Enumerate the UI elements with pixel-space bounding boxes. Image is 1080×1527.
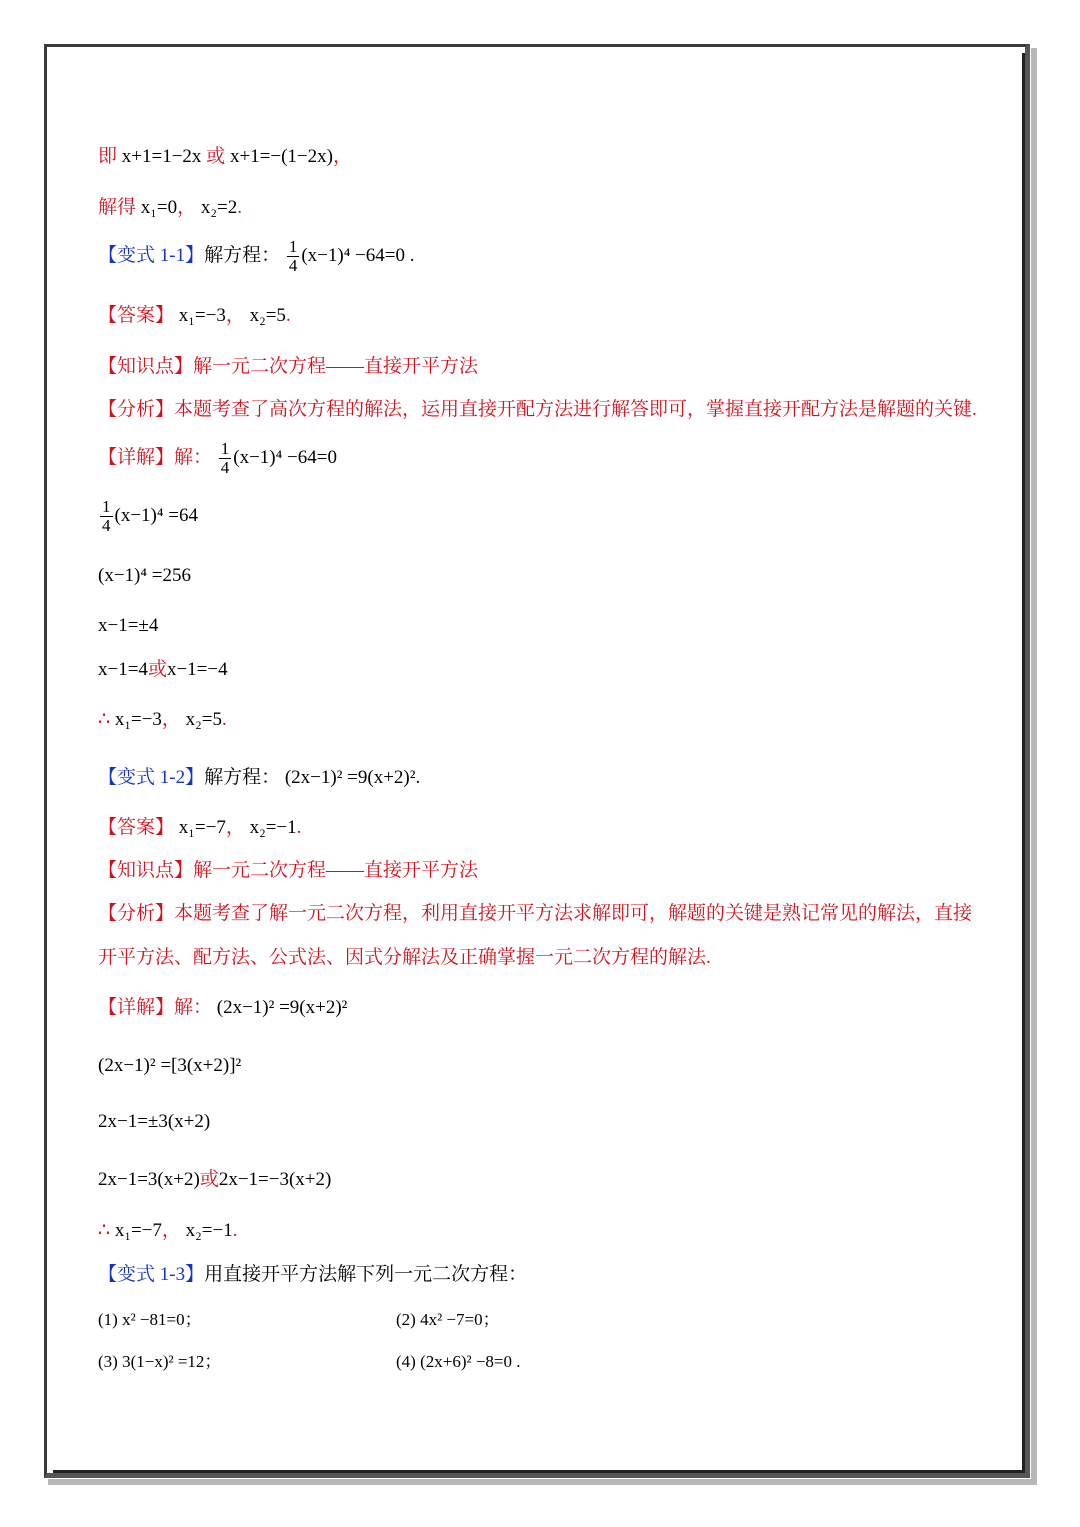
answer-tag: 【答案】: [98, 305, 175, 326]
equation: x₁=0: [140, 197, 178, 218]
step-1-2-a: (2x−1)² =[3(x+2)]²: [98, 1055, 242, 1076]
analysis-1-2-line2: 开平方法、配方法、公式法、因式分解法及正确掌握一元二次方程的解法.: [98, 947, 711, 968]
text: 用直接开平方法解下列一元二次方程：: [204, 1264, 528, 1285]
text: 或: [147, 659, 167, 680]
detail-tag: 【详解】解：: [98, 997, 213, 1018]
answer-1-2: [98, 815, 301, 841]
equation: (x−1)⁴ −64=0: [301, 244, 406, 266]
equation: x₂=2: [200, 197, 238, 218]
text: ，: [177, 197, 197, 218]
step-1: [98, 498, 198, 535]
variant-tag: 【变式 1-2】: [98, 767, 205, 788]
step-4: [98, 657, 228, 683]
therefore-symbol: ∴: [98, 1220, 111, 1241]
step-5: [98, 707, 227, 733]
step-1-2-d: [98, 1218, 237, 1244]
fraction: [219, 440, 232, 477]
equation: (2x−1)² =9(x+2)²: [284, 767, 416, 788]
text: .: [237, 197, 242, 218]
text: .: [232, 1220, 238, 1241]
detail-1-2: [98, 995, 347, 1021]
page-shadow-right: [1031, 48, 1037, 1482]
page-shadow-bottom: [48, 1479, 1037, 1485]
equation: x₂=5: [185, 709, 223, 730]
problem-1: (1) x² −81=0；: [98, 1310, 202, 1329]
equation: (2x−1)² =9(x+2)²: [216, 997, 348, 1018]
text: 解得: [98, 197, 137, 218]
numerator: 1: [102, 497, 111, 516]
equation: x₁=−3: [114, 709, 162, 730]
variant-1-2-question: [98, 765, 420, 791]
numerator: 1: [220, 439, 230, 458]
text: .: [409, 244, 415, 266]
step-1-2-b: 2x−1=±3(x+2): [98, 1111, 211, 1132]
equation: x₂=5: [249, 305, 286, 326]
equation: x₂=−1: [185, 1220, 233, 1241]
answer-tag: 【答案】: [98, 817, 175, 838]
equation: x−1=−4: [166, 659, 228, 680]
fraction: [100, 498, 113, 535]
text: .: [296, 817, 302, 838]
text: 或: [206, 146, 226, 167]
text: ，: [161, 709, 181, 730]
line-l1: [98, 144, 352, 170]
problem-2: (2) 4x² −7=0；: [396, 1310, 500, 1329]
denominator: 4: [220, 458, 230, 477]
equation: x₁=−3: [178, 305, 226, 326]
equation: (x−1)⁴ −64=0: [233, 446, 337, 468]
text: .: [415, 767, 421, 788]
equation: (x−1)⁴ =64: [114, 504, 198, 526]
text: ，: [225, 817, 245, 838]
denominator: 4: [288, 256, 298, 275]
text: ，: [161, 1220, 181, 1241]
step-1-2-c: [98, 1167, 331, 1193]
equation: 2x−1=3(x+2): [98, 1169, 200, 1190]
equation: x₂=−1: [249, 817, 297, 838]
text: 即: [98, 146, 118, 167]
equation: x₁=−7: [178, 817, 226, 838]
equation: x−1=4: [98, 659, 148, 680]
text: 或: [199, 1169, 219, 1190]
fraction: [287, 238, 300, 275]
denominator: 4: [102, 516, 111, 535]
text: 解方程：: [204, 244, 281, 266]
knowledge-1-1: 【知识点】解一元二次方程——直接开平方法: [98, 356, 479, 377]
step-2: (x−1)⁴ =256: [98, 565, 191, 586]
problem-3: (3) 3(1−x)² =12；: [98, 1352, 222, 1371]
problem-4: (4) (2x+6)² −8=0 .: [396, 1352, 521, 1371]
equation: x+1=−(1−2x): [229, 146, 333, 167]
analysis-1-1: 【分析】本题考查了高次方程的解法，运用直接开配方法进行解答即可，掌握直接开配方法是解题的关键.: [98, 399, 977, 420]
equation: x+1=1−2x: [121, 146, 202, 167]
detail-tag: 【详解】解：: [98, 446, 213, 468]
text: .: [285, 305, 291, 326]
equation: 2x−1=−3(x+2): [218, 1169, 332, 1190]
line-l2: [98, 195, 242, 221]
analysis-1-2-line1: 【分析】本题考查了解一元二次方程，利用直接开平方法求解即可，解题的关键是熟记常见的解法，直接: [98, 903, 973, 924]
variant-tag: 【变式 1-3】: [98, 1264, 205, 1285]
detail-1-1: [98, 440, 337, 477]
variant-1-1-question: [98, 238, 415, 275]
equation: x₁=−7: [114, 1220, 162, 1241]
text: ，: [225, 305, 245, 326]
variant-1-3-question: [98, 1262, 527, 1288]
text: 解方程：: [204, 767, 281, 788]
answer-1-1: [98, 303, 291, 329]
therefore-symbol: ∴: [98, 709, 111, 730]
text: .: [222, 709, 227, 730]
variant-tag: 【变式 1-1】: [98, 244, 205, 266]
step-3: x−1=±4: [98, 615, 159, 636]
text: ，: [332, 146, 352, 167]
knowledge-1-2: 【知识点】解一元二次方程——直接开平方法: [98, 860, 479, 881]
numerator: 1: [288, 237, 298, 256]
